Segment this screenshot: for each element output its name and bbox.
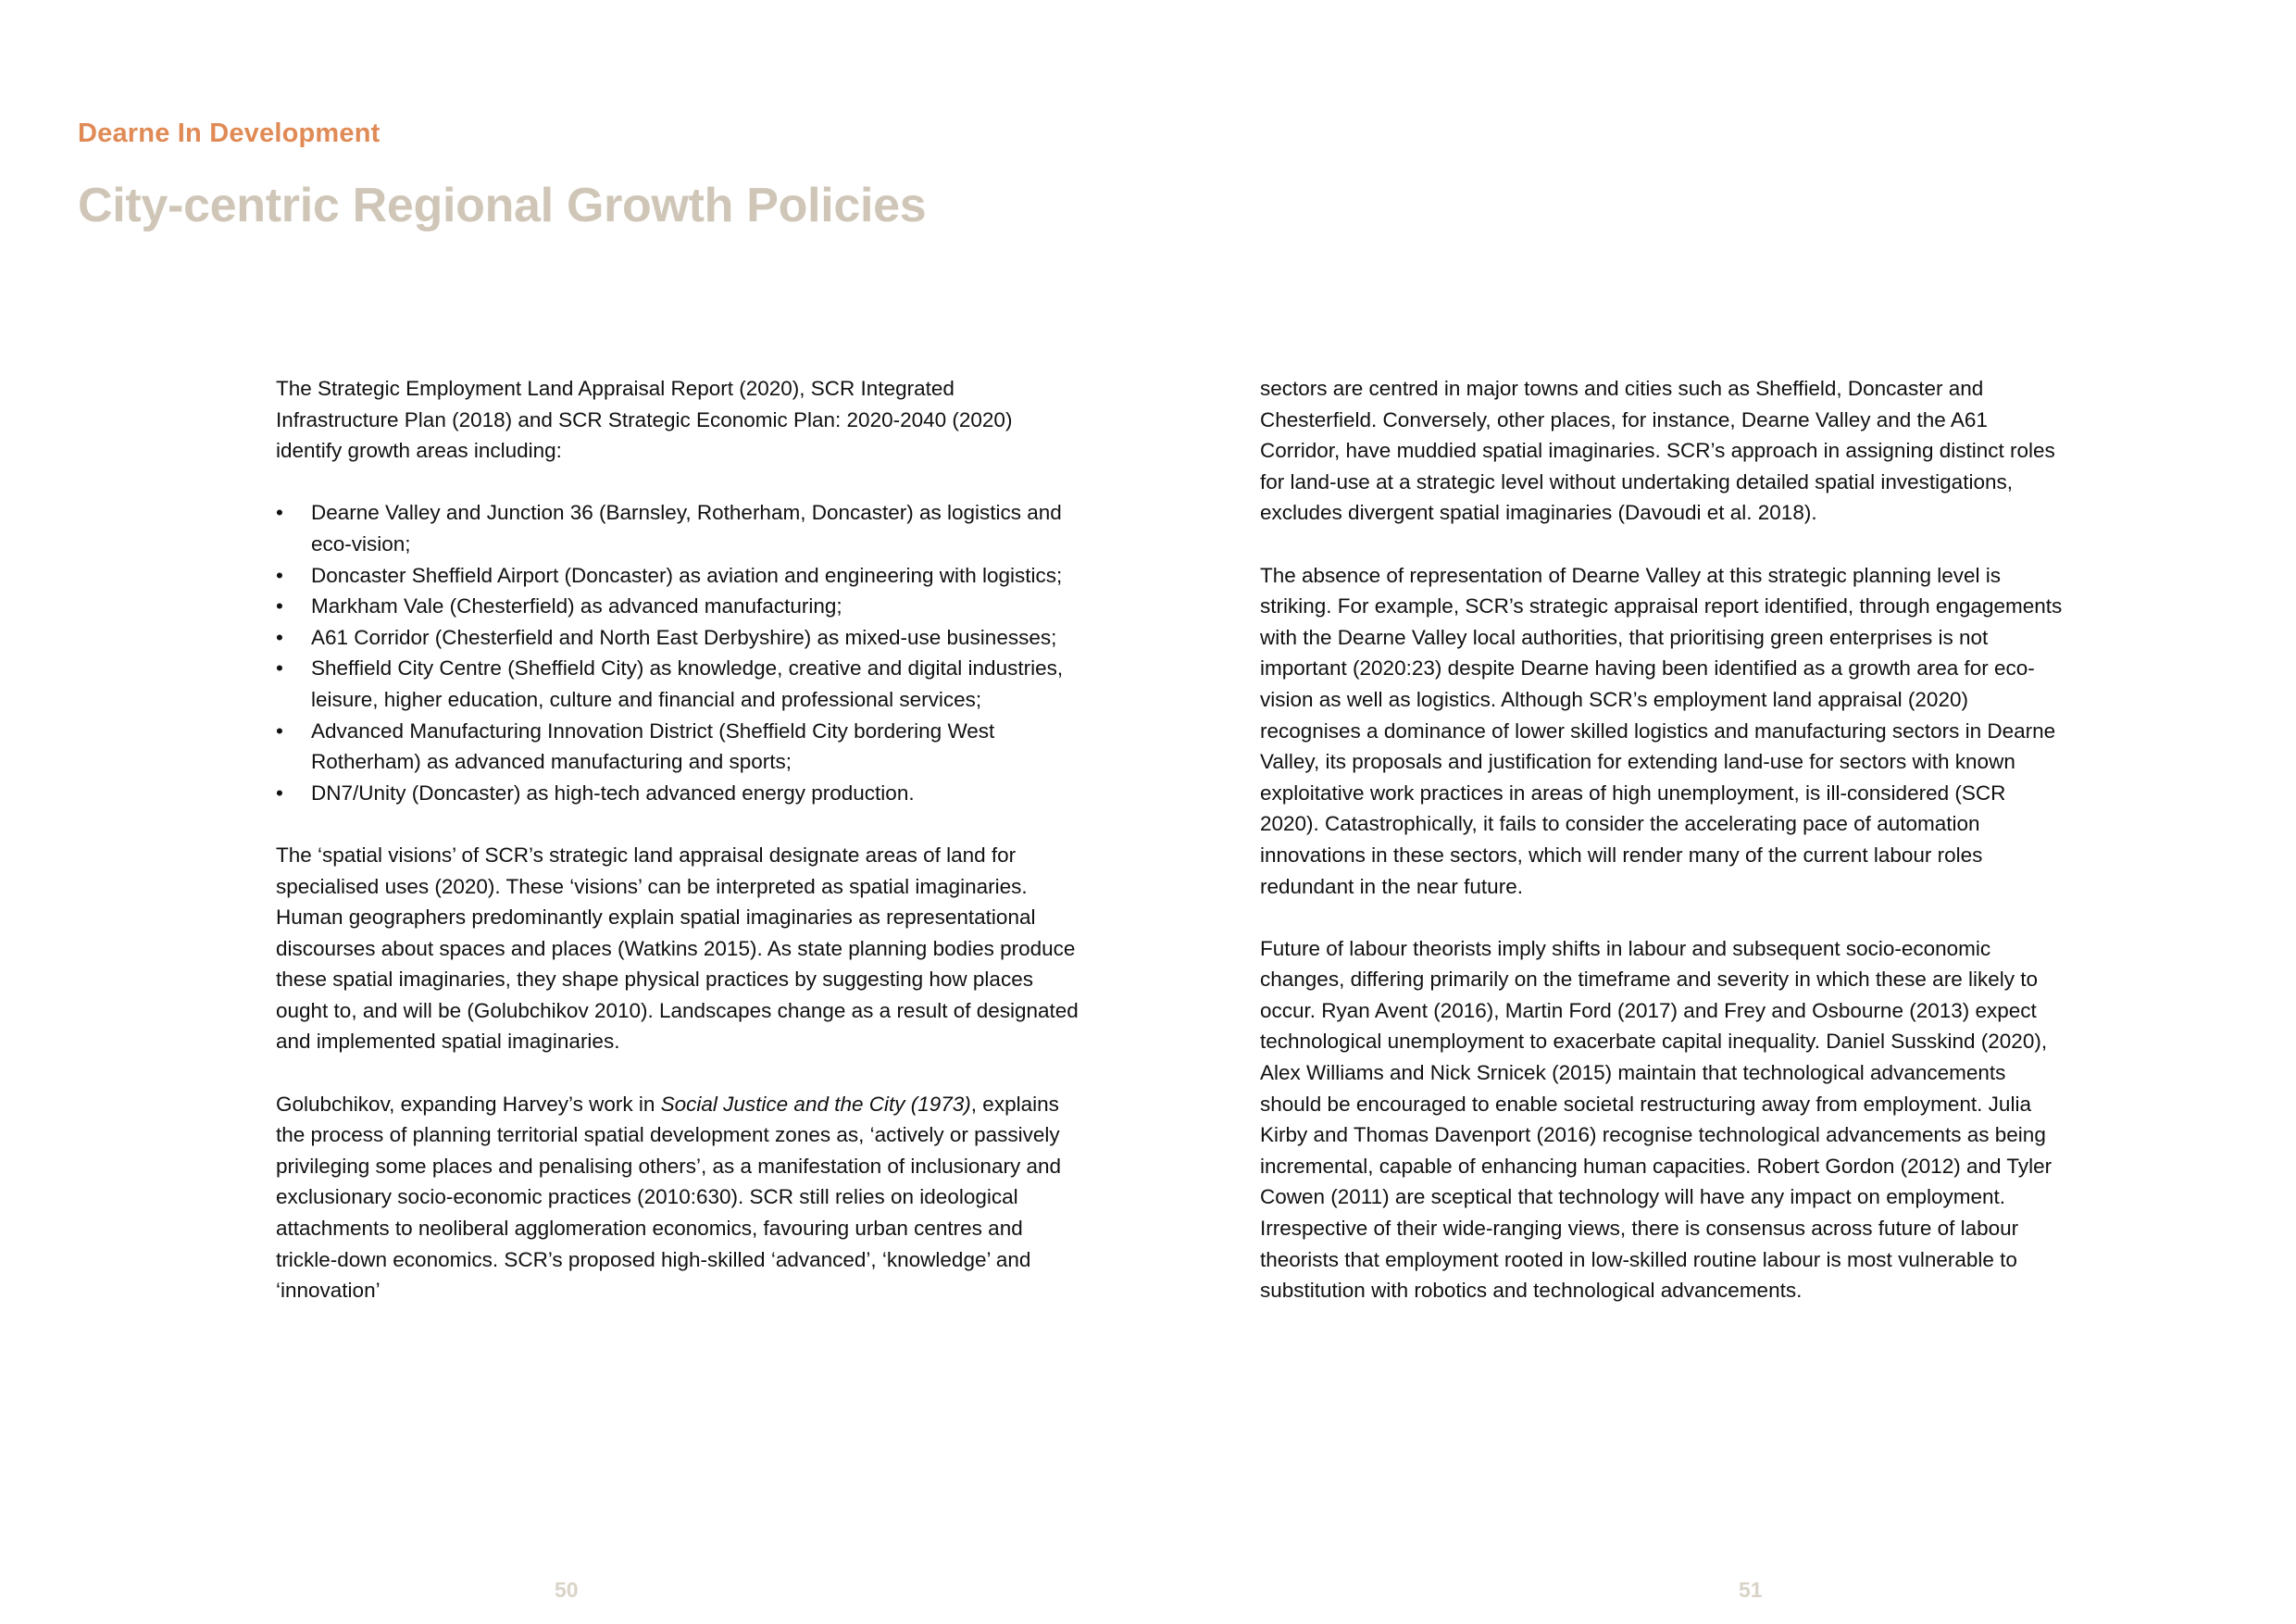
page-number-right: 51 xyxy=(1739,1578,1763,1602)
list-item-text: Doncaster Sheffield Airport (Doncaster) as aviation and engineering with logistics; xyxy=(311,563,1063,587)
body-paragraph: The absence of representation of Dearne Valley at this strategic planning level is striking. For example, SCR’s strategic appraisal report identified, through engagements with the Dearne Valley local authorities, that prioritising green enterprises is not important (2020:23) despite Dearne having been identified as a growth area for eco-vision as well as logistics. Although SCR’s employment land appraisal (2020) recognises a dominance of lower skilled logistics and manufacturing sectors in Dearne Valley, its proposals and justification for extending land-use for sectors with known exploitative work practices in areas of high unemployment, is ill-considered (SCR 2020). Catastrophically, it fails to consider the accelerating pace of automation innovations in these sectors, which will render many of the current labour roles redundant in the near future. xyxy=(1260,563,2063,898)
golubchikov-paragraph xyxy=(276,1089,1081,1306)
right-column xyxy=(1260,373,2065,1306)
left-column xyxy=(276,373,1081,1306)
bullet-icon: • xyxy=(276,625,283,649)
bullet-icon: • xyxy=(276,563,283,587)
golubchikov-text-start: Golubchikov, expanding Harvey’s work in xyxy=(276,1092,661,1116)
list-item xyxy=(276,560,1081,592)
list-item-text: A61 Corridor (Chesterfield and North East Derbyshire) as mixed-use businesses; xyxy=(311,625,1057,649)
bullet-icon: • xyxy=(276,656,283,681)
list-item xyxy=(276,591,1081,622)
list-item xyxy=(276,778,1081,809)
list-item-text: Dearne Valley and Junction 36 (Barnsley, Rotherham, Doncaster) as logistics and eco-vision; xyxy=(311,501,1062,556)
body-paragraph: Future of labour theorists imply shifts in labour and subsequent socio-economic changes, differing primarily on the timeframe and severity in which these are likely to occur. Ryan Avent (2016), Martin Ford (2017) and Frey and Osbourne (2013) expect technological unemployment to exacerbate capital inequality. Daniel Susskind (2020), Alex Williams and Nick Srnicek (2015) maintain that technological advancements should be encouraged to enable societal restructuring away from employment. Julia Kirby and Thomas Davenport (2016) recognise technological advancements as being incremental, capable of enhancing human capacities. Robert Gordon (2012) and Tyler Cowen (2011) are sceptical that technology will have any impact on employment. Irrespective of their wide-ranging views, there is consensus across future of labour theorists that employment rooted in low-skilled routine labour is most vulnerable to substitution with robotics and technological advancements. xyxy=(1260,936,2053,1303)
spatial-visions-paragraph: The ‘spatial visions’ of SCR’s strategic land appraisal designate areas of land for specialised uses (2020). These ‘visions’ can be interpreted as spatial imaginaries. Human geographers predominantly explain spatial imaginaries as representational discourses about spaces and places (Watkins 2015). As state planning bodies produce these spatial imaginaries, they shape physical practices by suggesting how places ought to, and will be (Golubchikov 2010). Landscapes change as a result of designated and implemented spatial imaginaries. xyxy=(276,843,1079,1054)
list-item xyxy=(276,497,1081,559)
golubchikov-text-end: , explains the process of planning territorial spatial development zones as, ‘actively or passively privileging some places and penalising others’, as a manifestation of inclusionary and exclusionary socio-economic practices (2010:630). SCR still relies on ideological attachments to neoliberal agglomeration economics, favouring urban centres and trickle-down economics. SCR’s proposed high-skilled ‘advanced’, ‘knowledge’ and ‘innovation’ xyxy=(276,1092,1061,1303)
section-label: Dearne In Development xyxy=(78,119,381,148)
list-item xyxy=(276,622,1081,654)
bullet-icon: • xyxy=(276,501,283,525)
list-item-text: Markham Vale (Chesterfield) as advanced manufacturing; xyxy=(311,594,842,618)
bullet-icon: • xyxy=(276,781,283,805)
list-item-text: Sheffield City Centre (Sheffield City) as knowledge, creative and digital industries, leisure, higher education, culture and financial and professional services; xyxy=(311,656,1064,711)
page-number-left: 50 xyxy=(555,1578,579,1602)
bullet-icon: • xyxy=(276,718,283,743)
page-title: City-centric Regional Growth Policies xyxy=(78,179,927,232)
book-title: Social Justice and the City (1973) xyxy=(660,1092,971,1116)
intro-paragraph: The Strategic Employment Land Appraisal Report (2020), SCR Integrated Infrastructure Plan (2018) and SCR Strategic Economic Plan: 2020-2040 (2020) identify growth areas including: xyxy=(276,377,1013,463)
growth-areas-list xyxy=(276,497,1081,808)
list-item xyxy=(276,653,1081,715)
body-paragraph: sectors are centred in major towns and cities such as Sheffield, Doncaster and Chesterfield. Conversely, other places, for instance, Dearne Valley and the A61 Corridor, have muddied spatial imaginaries. SCR’s approach in assigning distinct roles for land-use at a strategic level without undertaking detailed spatial investigations, excludes divergent spatial imaginaries (Davoudi et al. 2018). xyxy=(1260,377,2055,525)
list-item xyxy=(276,716,1081,778)
list-item-text: DN7/Unity (Doncaster) as high-tech advanced energy production. xyxy=(311,781,915,805)
list-item-text: Advanced Manufacturing Innovation District (Sheffield City bordering West Rotherham) as advanced manufacturing and sports; xyxy=(311,718,995,774)
bullet-icon: • xyxy=(276,594,283,618)
